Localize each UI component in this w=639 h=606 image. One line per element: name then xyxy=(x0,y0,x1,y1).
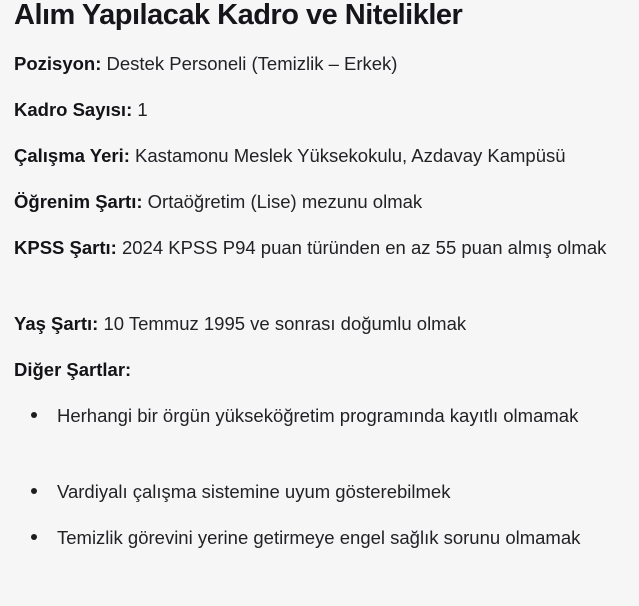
bullet-icon xyxy=(30,401,57,431)
list-item-text: Temizlik görevini yerine getirmeye engel sağlık sorunu olmamak xyxy=(57,527,581,548)
bullet-icon xyxy=(30,523,57,553)
field-label: Kadro Sayısı: xyxy=(14,99,133,120)
field-label: KPSS Şartı: xyxy=(14,237,117,258)
page-title: Alım Yapılacak Kadro ve Nitelikler xyxy=(14,0,463,31)
bullet-icon xyxy=(30,477,57,507)
field-workplace xyxy=(14,141,629,170)
list-item xyxy=(30,401,615,431)
list-item-text: Herhangi bir örgün yükseköğretim programında kayıtlı olmamak xyxy=(57,405,579,426)
field-value: Kastamonu Meslek Yüksekokulu, Azdavay Kampüsü xyxy=(135,145,566,166)
field-staff-count xyxy=(14,95,629,124)
list-item-text: Vardiyalı çalışma sistemine uyum gösterebilmek xyxy=(57,481,451,502)
field-label: Yaş Şartı: xyxy=(14,313,99,334)
field-value: Destek Personeli (Temizlik – Erkek) xyxy=(106,53,398,74)
field-value: Ortaöğretim (Lise) mezunu olmak xyxy=(147,191,423,212)
field-kpss xyxy=(14,233,629,262)
field-label: Pozisyon: xyxy=(14,53,102,74)
field-value: 1 xyxy=(137,99,148,120)
field-position xyxy=(14,49,629,78)
list-item xyxy=(30,523,615,553)
field-other-conditions xyxy=(14,355,629,384)
field-label: Çalışma Yeri: xyxy=(14,145,130,166)
field-age xyxy=(14,309,629,338)
field-label: Öğrenim Şartı: xyxy=(14,191,143,212)
list-item xyxy=(30,477,615,507)
field-value: 2024 KPSS P94 puan türünden en az 55 puan almış olmak xyxy=(121,237,607,258)
field-value: 10 Temmuz 1995 ve sonrası doğumlu olmak xyxy=(103,313,467,334)
field-education xyxy=(14,187,629,216)
field-label: Diğer Şartlar: xyxy=(14,359,132,380)
